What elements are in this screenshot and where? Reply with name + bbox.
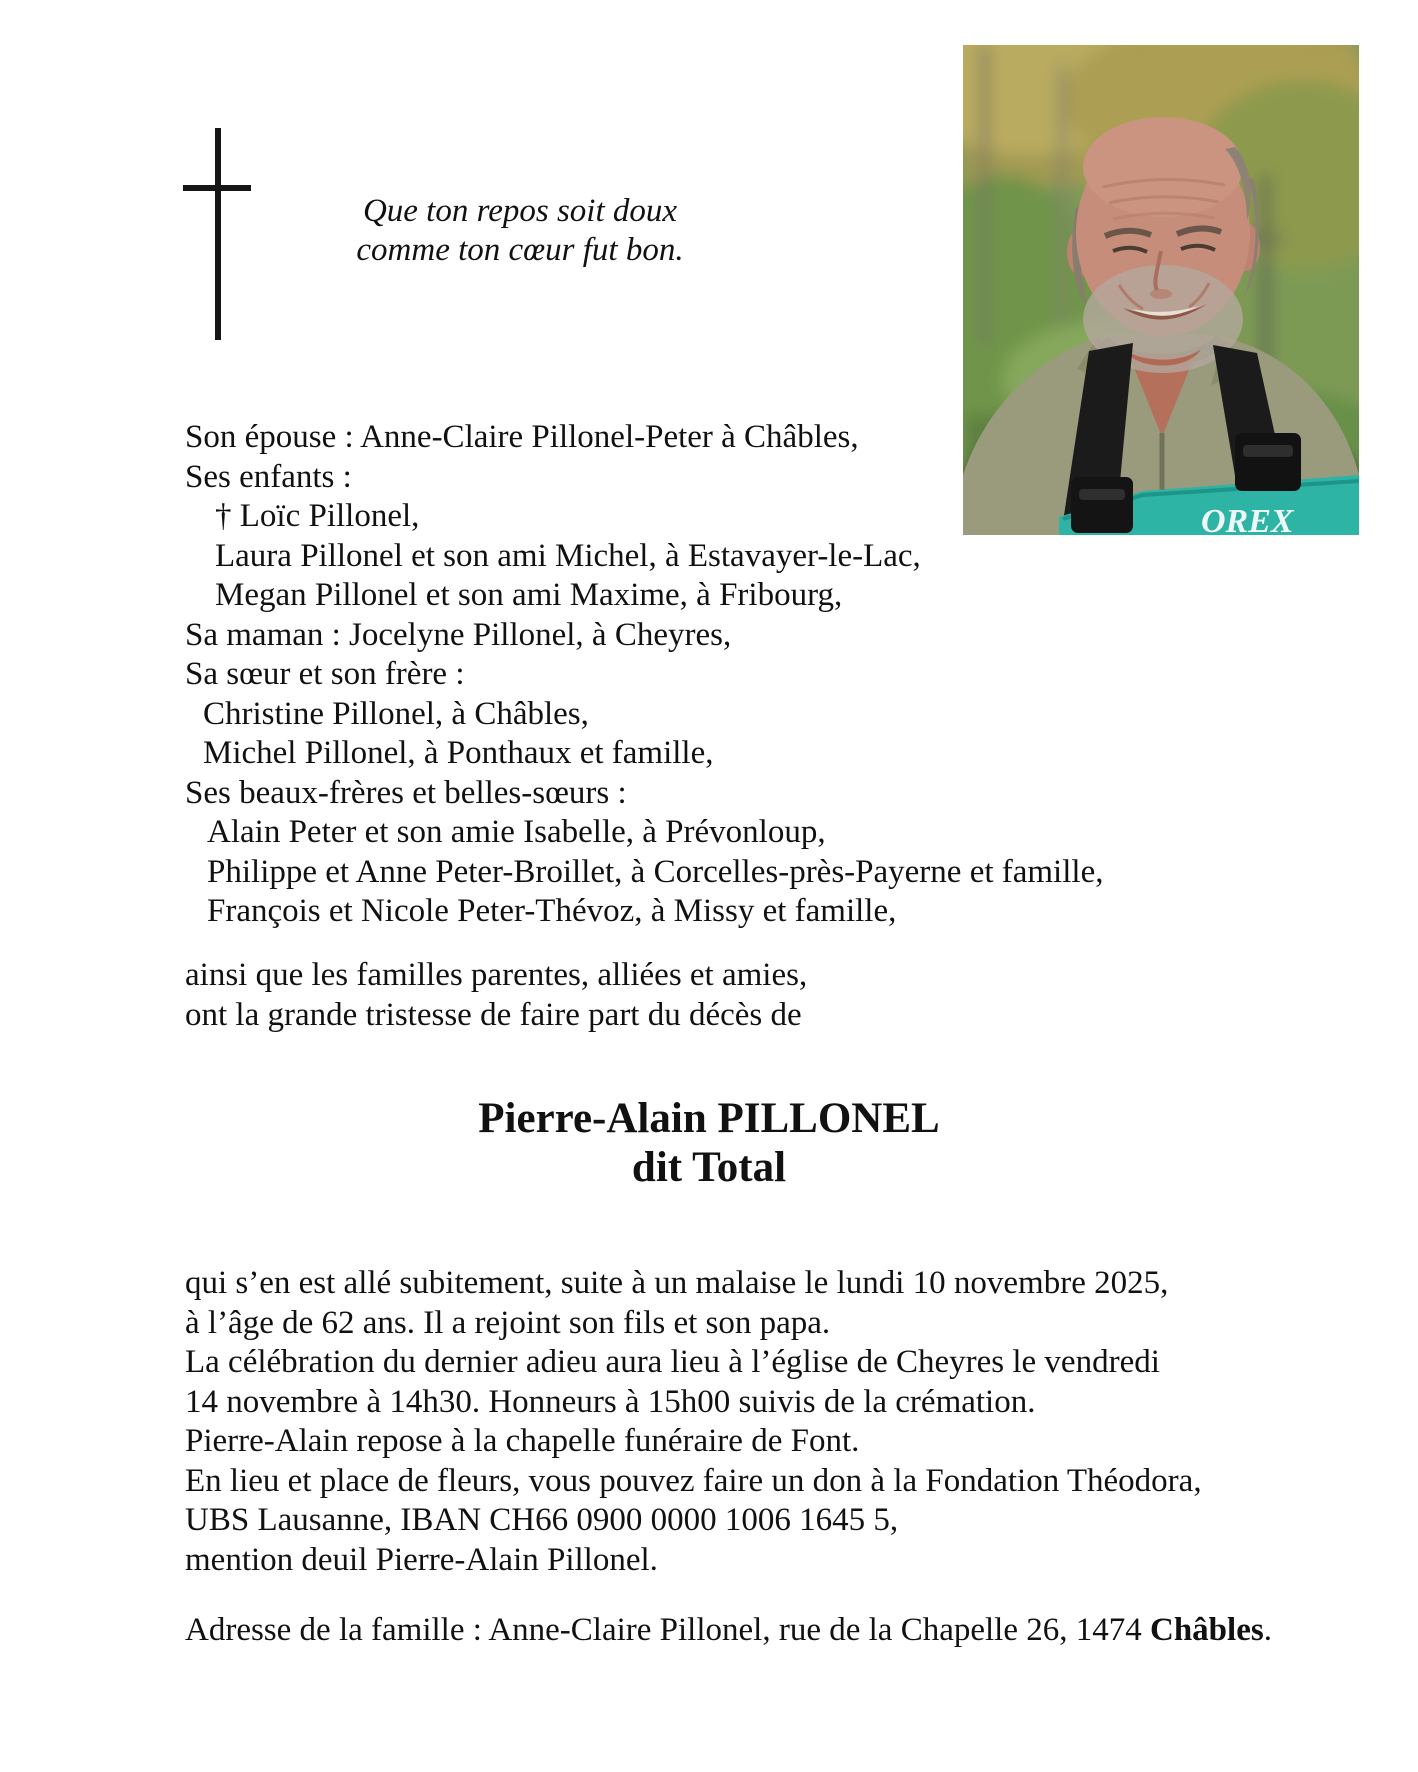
- announcement-line: 14 novembre à 14h30. Honneurs à 15h00 suivis de la crémation.: [185, 1383, 1036, 1420]
- family-address-text: Adresse de la famille : Anne-Claire Pillonel, rue de la Chapelle 26, 1474: [185, 1612, 1150, 1648]
- family-line: Philippe et Anne Peter-Broillet, à Corcelles-près-Payerne et famille,: [207, 853, 1104, 890]
- epitaph-line: Que ton repos soit doux: [362, 193, 678, 229]
- family-address-period: .: [1263, 1612, 1272, 1648]
- announcement-line: UBS Lausanne, IBAN CH66 0900 0000 1006 1645 5,: [185, 1502, 899, 1538]
- epitaph-line: comme ton cœur fut bon.: [356, 232, 684, 268]
- intro-line: ont la grande tristesse de faire part du décès de: [185, 996, 802, 1033]
- epitaph-quote: [318, 192, 722, 270]
- family-line: Megan Pillonel et son ami Maxime, à Fribourg,: [215, 577, 843, 613]
- family-line: Laura Pillonel et son ami Michel, à Estavayer-le-Lac,: [215, 537, 921, 574]
- family-address: [185, 1611, 1272, 1651]
- overalls-logo-text: OREX: [1201, 503, 1294, 535]
- family-line: † Loïc Pillonel,: [215, 498, 420, 534]
- family-line: Ses beaux-frères et belles-sœurs :: [185, 774, 627, 811]
- family-line: François et Nicole Peter-Thévoz, à Missy et famille,: [207, 893, 897, 929]
- family-line: Michel Pillonel, à Ponthaux et famille,: [203, 735, 714, 771]
- announcement-line: La célébration du dernier adieu aura lieu à l’église de Cheyres le vendredi: [185, 1344, 1160, 1380]
- family-line: Son épouse : Anne-Claire Pillonel-Peter à Châbles,: [185, 419, 859, 455]
- portrait-head: [1067, 117, 1260, 373]
- family-line: Christine Pillonel, à Châbles,: [203, 695, 589, 732]
- announcement-line: qui s’en est allé subitement, suite à un malaise le lundi 10 novembre 2025,: [185, 1265, 1169, 1301]
- deceased-name: Pierre-Alain PILLONEL: [478, 1095, 940, 1142]
- announcement-line: à l’âge de 62 ans. Il a rejoint son fils et son papa.: [185, 1304, 831, 1341]
- cross-icon: [183, 128, 253, 340]
- announcement-line: mention deuil Pierre-Alain Pillonel.: [185, 1541, 658, 1578]
- cross-horizontal-bar: [183, 185, 251, 191]
- family-line: Alain Peter et son amie Isabelle, à Prévonloup,: [207, 814, 826, 850]
- announcement-line: En lieu et place de fleurs, vous pouvez faire un don à la Fondation Théodora,: [185, 1462, 1202, 1499]
- announcement-line: Pierre-Alain repose à la chapelle funéraire de Font.: [185, 1423, 860, 1459]
- family-address-town: Châbles: [1149, 1612, 1264, 1648]
- family-list: [185, 418, 1103, 932]
- deceased-alias: dit Total: [631, 1144, 787, 1191]
- announcement-paragraph: [185, 1264, 1202, 1580]
- family-line: Sa sœur et son frère :: [185, 656, 465, 692]
- deceased-title: [0, 1094, 1418, 1192]
- family-line: Sa maman : Jocelyne Pillonel, à Cheyres,: [185, 616, 732, 653]
- family-line: Ses enfants :: [185, 458, 352, 495]
- intro-sentence: [185, 956, 807, 1035]
- intro-line: ainsi que les familles parentes, alliées et amies,: [185, 957, 808, 993]
- cross-vertical-bar: [215, 128, 221, 340]
